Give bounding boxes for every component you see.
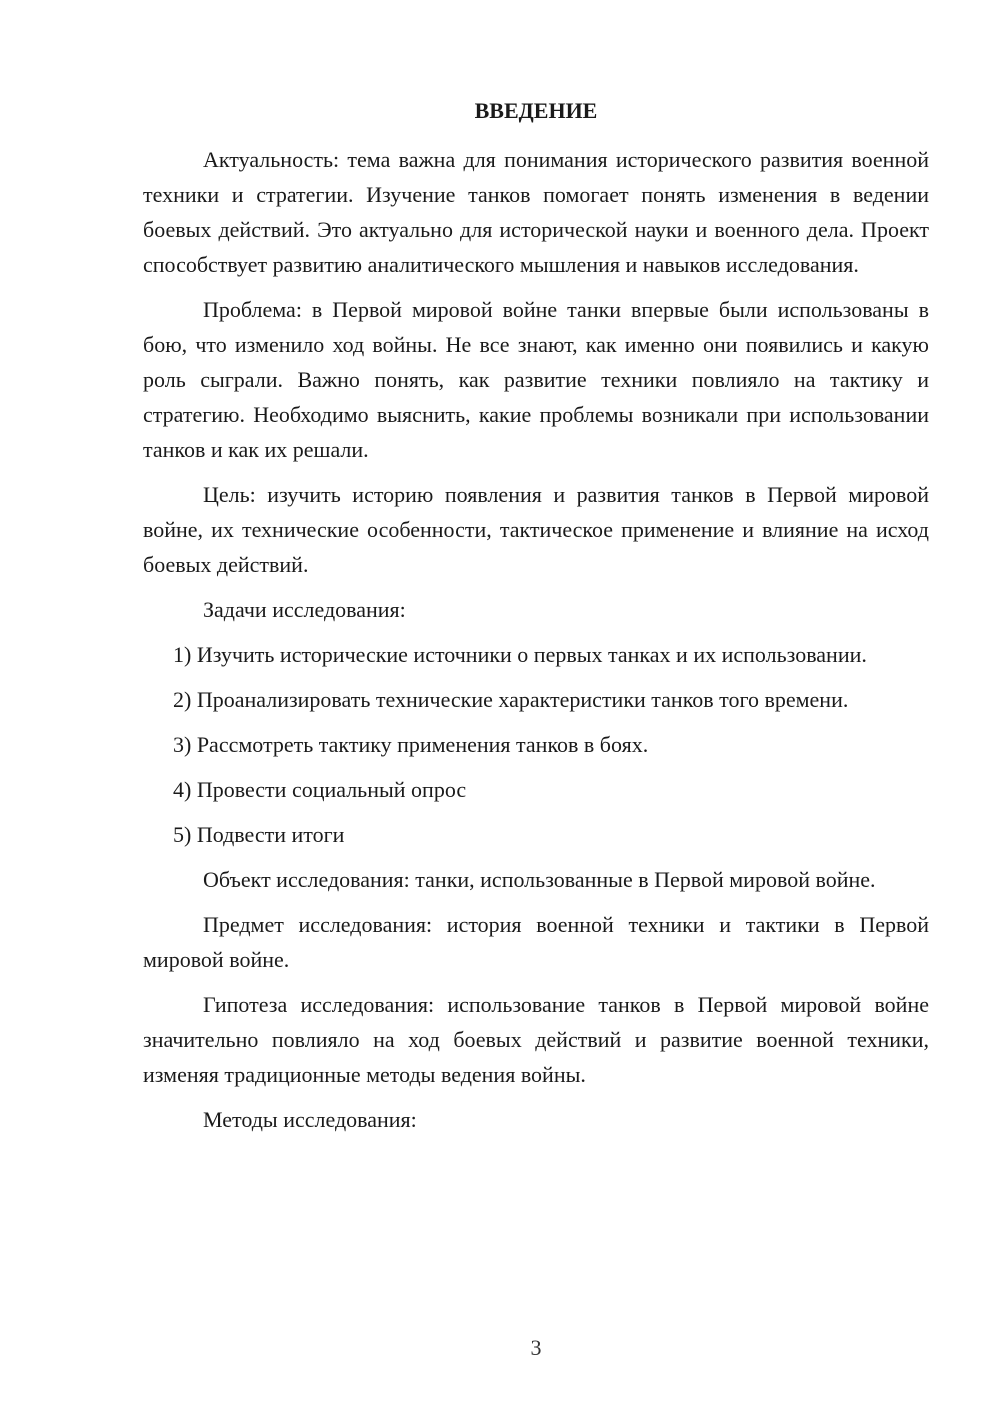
paragraph-hypothesis: Гипотеза исследования: использование танков в Первой мировой войне значительно повлияло на ход боевых действий и развитие военной техники, изменяя традиционные методы ведения войны. — [143, 992, 929, 1087]
task-item-2: 2) Проанализировать технические характеристики танков того времени. — [173, 687, 849, 712]
paragraph-goal: Цель: изучить историю появления и развития танков в Первой мировой войне, их технические особенности, тактическое применение и влияние на исход боевых действий. — [143, 482, 929, 577]
task-item-5: 5) Подвести итоги — [173, 822, 345, 847]
page-number: 3 — [530, 1335, 542, 1360]
paragraph-object: Объект исследования: танки, использованные в Первой мировой войне. — [203, 867, 876, 892]
paragraph-problem: Проблема: в Первой мировой войне танки впервые были использованы в бою, что изменило ход войны. Не все знают, как именно они появились и какую роль сыграли. Важно понять, как развитие техники повлияло на тактику и стратегию. Необходимо выяснить, какие проблемы возникали при использовании танков и как их решали. — [143, 297, 929, 462]
paragraph-subject: Предмет исследования: история военной техники и тактики в Первой мировой войне. — [143, 912, 929, 972]
task-item-4: 4) Провести социальный опрос — [173, 777, 467, 802]
paragraph-tasks-heading: Задачи исследования: — [203, 597, 406, 622]
task-item-3: 3) Рассмотреть тактику применения танков в боях. — [173, 732, 649, 757]
section-title: ВВЕДЕНИЕ — [474, 98, 598, 123]
body-text — [143, 142, 929, 1147]
paragraph-methods: Методы исследования: — [203, 1107, 417, 1132]
task-item-1: 1) Изучить исторические источники о первых танках и их использовании. — [173, 642, 867, 667]
paragraph-relevance: Актуальность: тема важна для понимания исторического развития военной техники и стратегии. Изучение танков помогает понять изменения в ведении боевых действий. Это актуально для исторической науки и военного дела. Проект способствует развитию аналитического мышления и навыков исследования. — [143, 147, 929, 277]
